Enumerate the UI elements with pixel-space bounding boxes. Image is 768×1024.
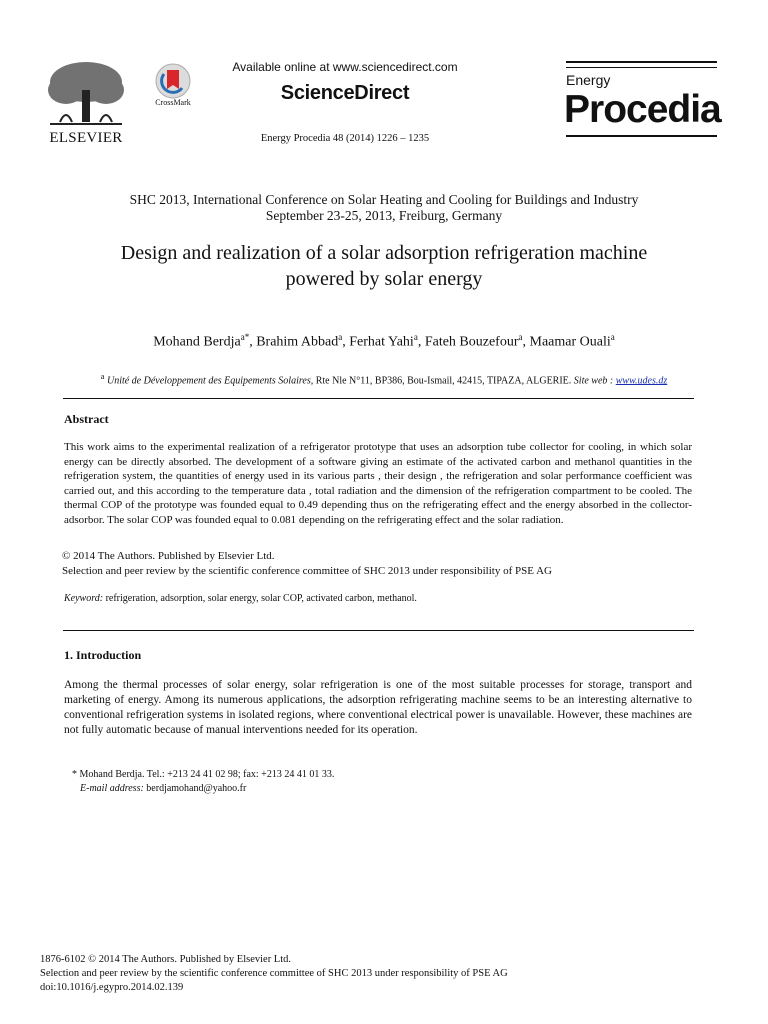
- footer-issn-copyright: 1876-6102 © 2014 The Authors. Published by Elsevier Ltd.: [40, 954, 292, 965]
- author-affiliation-mark: a: [610, 332, 615, 342]
- journal-rule-top-thin: [566, 67, 717, 68]
- affiliation-mark: a: [100, 372, 105, 381]
- author-separator: ,: [249, 334, 257, 350]
- affiliation-institute: Unité de Développement des Equipements Solaires,: [106, 375, 314, 387]
- author-separator: ,: [417, 334, 425, 350]
- footnote-corresponding-author: * Mohand Berdja. Tel.: +213 24 41 02 98; fax: +213 24 41 01 33.: [72, 769, 335, 780]
- journal-name-energy: Energy: [566, 72, 611, 88]
- author: Mohand Berdja: [153, 334, 241, 350]
- available-online-text: Available online at www.sciencedirect.com: [232, 60, 458, 74]
- keywords-label: Keyword:: [64, 593, 104, 604]
- divider-top: [63, 398, 694, 399]
- conference-line-1: SHC 2013, International Conference on Solar Heating and Cooling for Buildings and Industry: [129, 192, 639, 207]
- author-list: [40, 332, 728, 351]
- keywords-list: refrigeration, adsorption, solar energy, solar COP, activated carbon, methanol.: [103, 593, 417, 604]
- author: Brahim Abbad: [256, 334, 339, 350]
- introduction-heading: 1. Introduction: [64, 648, 142, 662]
- affiliation-address: Rte Nle N°11, BP386, Bou-Ismail, 42415, TIPAZA, ALGERIE.: [313, 375, 572, 387]
- author: Maamar Ouali: [529, 334, 611, 350]
- site-label: Site web :: [571, 375, 616, 387]
- introduction-text: Among the thermal processes of solar energy, solar refrigeration is one of the most suitable processes for storage, transport and marketing of energy. Among its numerous applications, the adsorption refrigerating machine seems to be an interesting alternative to conventional refrigeration systems in isolated regions, where conventional electrical power is unavailable. However, these machines are not fully automatic because of manual interventions needed for its operation.: [64, 679, 692, 736]
- abstract-text: This work aims to the experimental realization of a refrigerator prototype that uses an adsorption tube collector for cooling, in which solar energy can be directly absorbed. The development of a software giving an estimate of the activated carbon and methanol quantities in the refrigeration system, the quantities of energy used in its various parts , their design , the refrigeration and solar performance coefficient was carried out, and this according to the temperature data , total radiation and the dimension of the refrigeration compartment to be cooled. The thermal COP of the prototype was founded equal to 0.49 depending thus on the refrigerating effect and the energy absorbed in the collector-adsorbor. The solar COP was founded equal to 0.081 depending on the refrigerating effect and the solar radiation.: [64, 441, 692, 526]
- keywords: [64, 593, 417, 604]
- abstract-peer-review: Selection and peer review by the scientific conference committee of SHC 2013 under responsibility of PSE AG: [62, 565, 552, 577]
- author-affiliation-mark: a: [518, 332, 523, 342]
- footnote-email: [80, 783, 246, 794]
- journal-rule-top: [566, 61, 717, 63]
- abstract-heading: Abstract: [64, 412, 109, 426]
- sciencedirect-logo: ScienceDirect: [280, 82, 410, 104]
- conference-info: [40, 192, 728, 224]
- abstract-copyright: © 2014 The Authors. Published by Elsevier Ltd.: [62, 550, 275, 562]
- conference-line-2: September 23-25, 2013, Freiburg, Germany: [265, 208, 503, 223]
- divider-bottom: [63, 630, 694, 631]
- email-address: berdjamohand@yahoo.fr: [143, 783, 247, 794]
- affiliation: [40, 372, 728, 386]
- author-affiliation-mark: a: [413, 332, 418, 342]
- website-link[interactable]: www.udes.dz: [615, 375, 668, 387]
- title-line-2: powered by solar energy: [285, 268, 483, 290]
- journal-rule-bottom: [566, 135, 717, 137]
- author-separator: ,: [522, 334, 530, 350]
- crossmark-label: CrossMark: [155, 98, 191, 107]
- email-label: E-mail address:: [80, 783, 144, 794]
- journal-name-procedia: Procedia: [564, 88, 721, 131]
- paper-title: [40, 240, 728, 292]
- author-affiliation-mark: a*: [240, 332, 250, 342]
- author-affiliation-mark: a: [338, 332, 343, 342]
- publisher-name: ELSEVIER: [49, 130, 123, 146]
- author-separator: ,: [342, 334, 350, 350]
- footer-peer-review: Selection and peer review by the scientific conference committee of SHC 2013 under responsibility of PSE AG: [40, 968, 508, 979]
- author: Ferhat Yahi: [349, 334, 414, 350]
- footer-doi: doi:10.1016/j.egypro.2014.02.139: [40, 982, 184, 993]
- title-line-1: Design and realization of a solar adsorption refrigeration machine: [120, 242, 648, 264]
- journal-citation: Energy Procedia 48 (2014) 1226 – 1235: [260, 133, 430, 144]
- author: Fateh Bouzefour: [424, 334, 519, 350]
